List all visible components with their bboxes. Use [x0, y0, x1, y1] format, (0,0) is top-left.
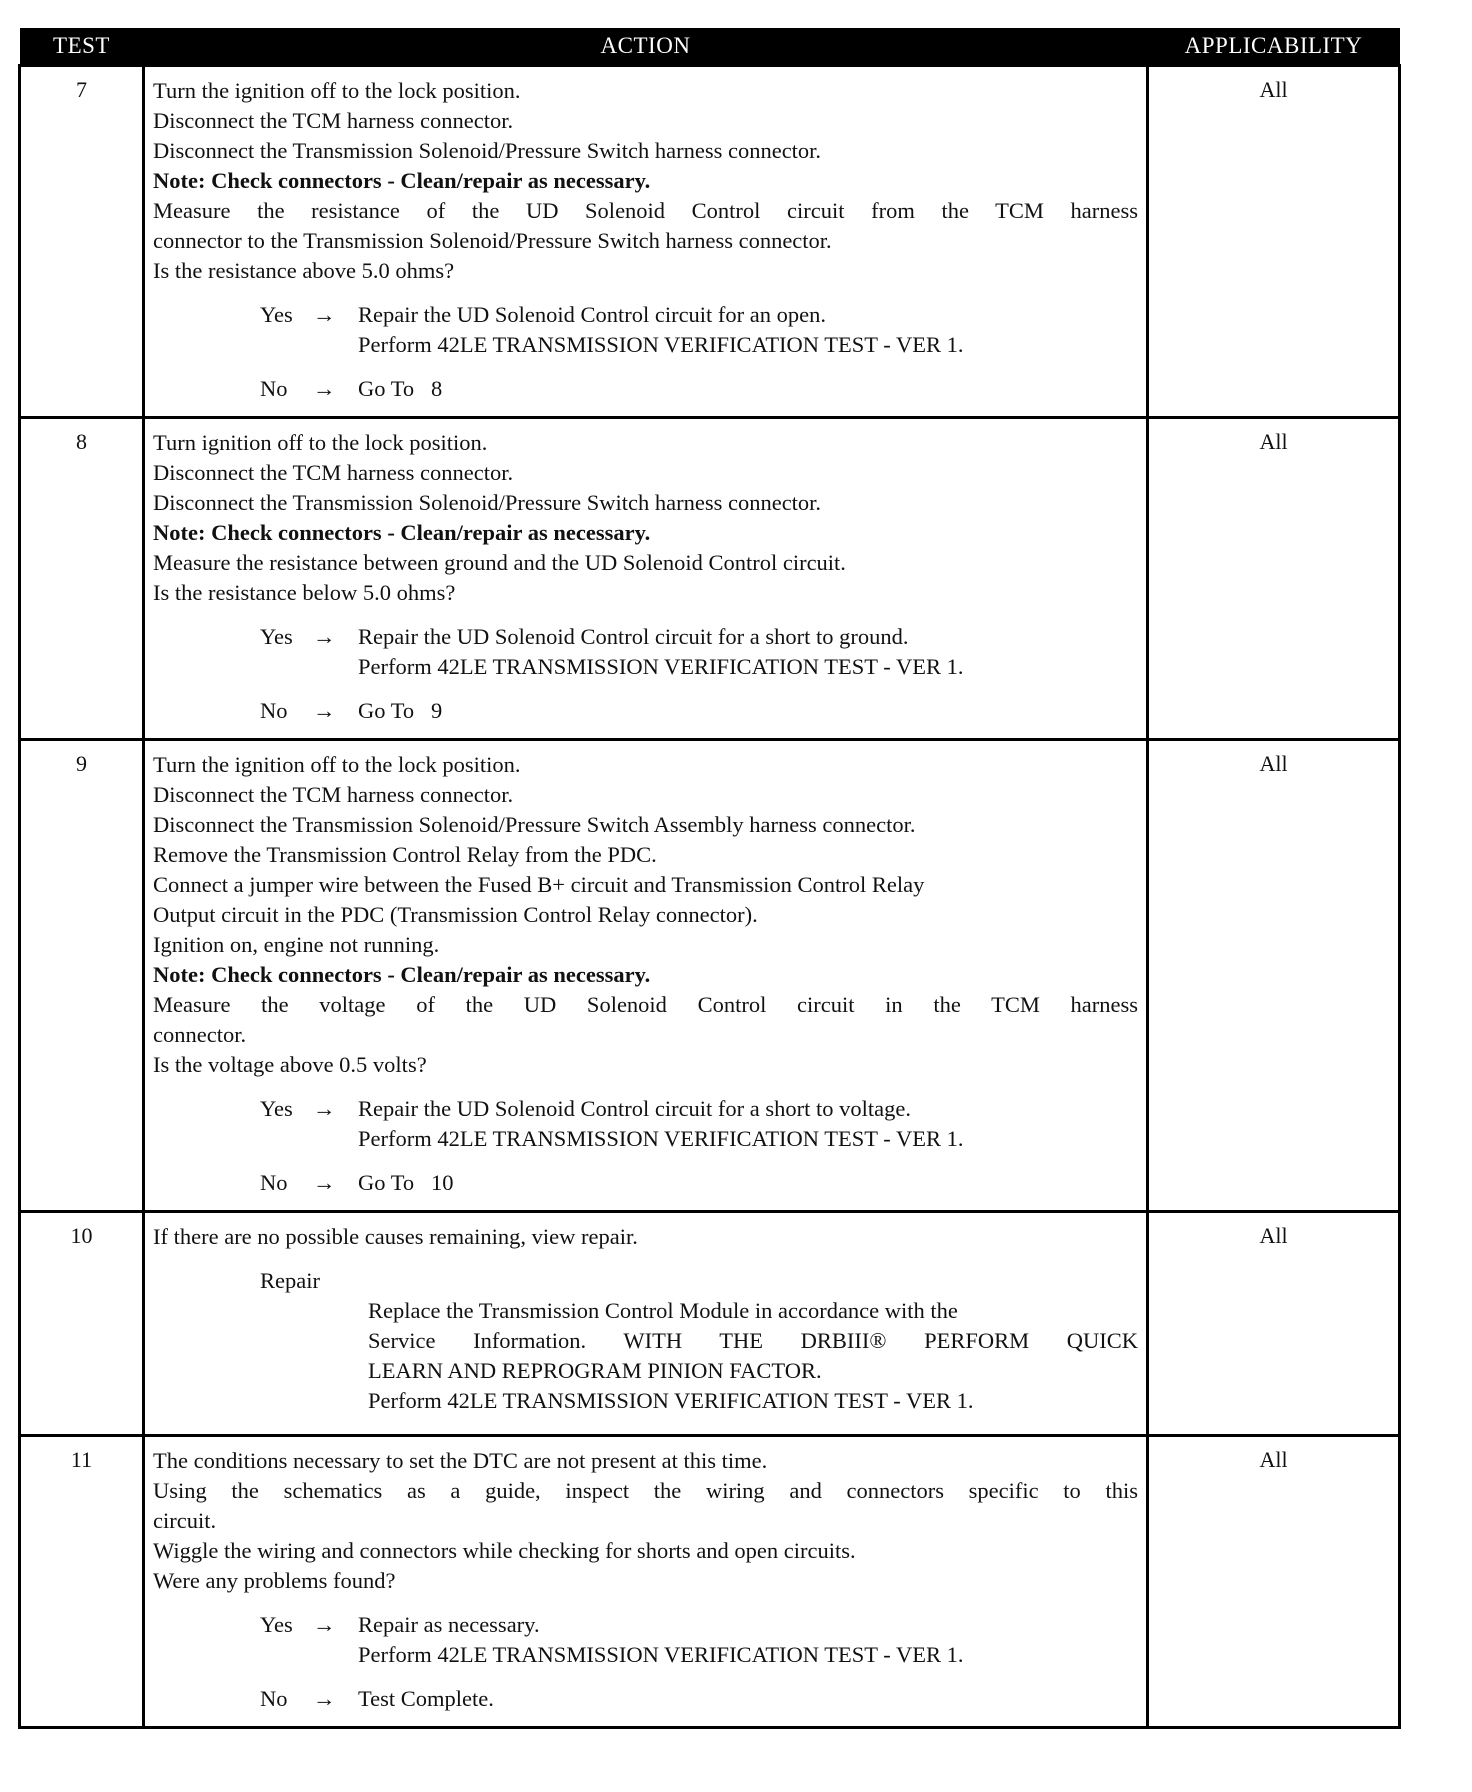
- no-branch: [260, 696, 1138, 726]
- header-applicability: APPLICABILITY: [1148, 28, 1400, 66]
- action-line: The conditions necessary to set the DTC are not present at this time.: [153, 1448, 768, 1473]
- action-line: circuit.: [153, 1508, 217, 1533]
- action-cell: [144, 1436, 1148, 1728]
- yes-branch: [260, 1610, 1138, 1670]
- header-action: ACTION: [144, 28, 1148, 66]
- yes-text: Perform 42LE TRANSMISSION VERIFICATION TEST - VER 1.: [358, 1642, 964, 1667]
- arrow-icon: →: [313, 302, 336, 327]
- action-cell: [144, 66, 1148, 418]
- action-line: Disconnect the Transmission Solenoid/Pressure Switch harness connector.: [153, 490, 822, 515]
- diagnostic-table: [18, 28, 1398, 1729]
- test-number: 11: [20, 1436, 144, 1728]
- table-row: [20, 740, 1400, 1212]
- action-line: Disconnect the Transmission Solenoid/Pressure Switch Assembly harness connector.: [153, 812, 916, 837]
- action-line: Using the schematics as a guide, inspect the wiring and connectors specific to this: [153, 1478, 1138, 1503]
- repair-text: Replace the Transmission Control Module in accordance with the: [368, 1298, 958, 1323]
- table-row: [20, 1212, 1400, 1436]
- repair-label: Repair: [260, 1268, 320, 1293]
- test-number: 10: [20, 1212, 144, 1436]
- no-text: Go To 10: [358, 1170, 454, 1195]
- arrow-icon: →: [313, 1686, 336, 1711]
- arrow-icon: →: [313, 376, 336, 401]
- arrow-icon: →: [313, 1096, 336, 1121]
- action-line: If there are no possible causes remaining, view repair.: [153, 1224, 638, 1249]
- no-label: No: [260, 698, 288, 723]
- yes-text: Perform 42LE TRANSMISSION VERIFICATION TEST - VER 1.: [358, 332, 964, 357]
- repair-text: Service Information. WITH THE DRBIII® PERFORM QUICK: [368, 1328, 1138, 1353]
- table-row: [20, 66, 1400, 418]
- question-text: Is the resistance below 5.0 ohms?: [153, 580, 456, 605]
- applicability-value: All: [1148, 740, 1400, 1212]
- action-line: connector to the Transmission Solenoid/Pressure Switch harness connector.: [153, 228, 832, 253]
- action-line: Connect a jumper wire between the Fused B+ circuit and Transmission Control Relay: [153, 872, 925, 897]
- arrow-icon: →: [313, 698, 336, 723]
- yes-text: Repair as necessary.: [358, 1612, 540, 1637]
- action-line: Turn ignition off to the lock position.: [153, 430, 488, 455]
- table-header: [20, 28, 1400, 66]
- arrow-icon: →: [313, 624, 336, 649]
- action-line: Turn the ignition off to the lock position.: [153, 78, 521, 103]
- applicability-value: All: [1148, 418, 1400, 740]
- action-line: Disconnect the TCM harness connector.: [153, 108, 514, 133]
- note-text: Note: Check connectors - Clean/repair as necessary.: [153, 520, 651, 545]
- action-line: Measure the resistance of the UD Solenoid Control circuit from the TCM harness: [153, 198, 1138, 223]
- no-text: Test Complete.: [358, 1686, 494, 1711]
- action-line: Measure the voltage of the UD Solenoid Control circuit in the TCM harness: [153, 992, 1138, 1017]
- action-line: Ignition on, engine not running.: [153, 932, 440, 957]
- yes-label: Yes: [260, 302, 293, 327]
- no-label: No: [260, 376, 288, 401]
- yes-text: Repair the UD Solenoid Control circuit for a short to ground.: [358, 624, 909, 649]
- yes-label: Yes: [260, 1612, 293, 1637]
- action-line: Disconnect the TCM harness connector.: [153, 782, 514, 807]
- no-text: Go To 9: [358, 698, 443, 723]
- no-text: Go To 8: [358, 376, 443, 401]
- yes-branch: [260, 622, 1138, 682]
- header-test: TEST: [20, 28, 144, 66]
- no-branch: [260, 1684, 1138, 1714]
- no-label: No: [260, 1686, 288, 1711]
- applicability-value: All: [1148, 66, 1400, 418]
- arrow-icon: →: [313, 1612, 336, 1637]
- yes-text: Perform 42LE TRANSMISSION VERIFICATION TEST - VER 1.: [358, 1126, 964, 1151]
- yes-branch: [260, 1094, 1138, 1154]
- yes-text: Repair the UD Solenoid Control circuit for a short to voltage.: [358, 1096, 912, 1121]
- action-line: Measure the resistance between ground and the UD Solenoid Control circuit.: [153, 550, 846, 575]
- yes-label: Yes: [260, 624, 293, 649]
- test-number: 7: [20, 66, 144, 418]
- no-branch: [260, 374, 1138, 404]
- table-row: [20, 1436, 1400, 1728]
- action-line: Turn the ignition off to the lock position.: [153, 752, 521, 777]
- yes-text: Repair the UD Solenoid Control circuit for an open.: [358, 302, 827, 327]
- yes-text: Perform 42LE TRANSMISSION VERIFICATION TEST - VER 1.: [358, 654, 964, 679]
- question-text: Is the resistance above 5.0 ohms?: [153, 258, 455, 283]
- action-line: Output circuit in the PDC (Transmission Control Relay connector).: [153, 902, 758, 927]
- action-cell: [144, 1212, 1148, 1436]
- note-text: Note: Check connectors - Clean/repair as necessary.: [153, 962, 651, 987]
- action-cell: [144, 740, 1148, 1212]
- question-text: Is the voltage above 0.5 volts?: [153, 1052, 427, 1077]
- yes-label: Yes: [260, 1096, 293, 1121]
- note-text: Note: Check connectors - Clean/repair as necessary.: [153, 168, 651, 193]
- action-line: Disconnect the TCM harness connector.: [153, 460, 514, 485]
- action-line: Disconnect the Transmission Solenoid/Pressure Switch harness connector.: [153, 138, 822, 163]
- action-line: Wiggle the wiring and connectors while checking for shorts and open circuits.: [153, 1538, 856, 1563]
- action-cell: [144, 418, 1148, 740]
- arrow-icon: →: [313, 1170, 336, 1195]
- repair-text: Perform 42LE TRANSMISSION VERIFICATION TEST - VER 1.: [368, 1388, 974, 1413]
- test-number: 9: [20, 740, 144, 1212]
- applicability-value: All: [1148, 1436, 1400, 1728]
- test-number: 8: [20, 418, 144, 740]
- action-line: Remove the Transmission Control Relay from the PDC.: [153, 842, 657, 867]
- yes-branch: [260, 300, 1138, 360]
- action-line: connector.: [153, 1022, 247, 1047]
- no-branch: [260, 1168, 1138, 1198]
- no-label: No: [260, 1170, 288, 1195]
- applicability-value: All: [1148, 1212, 1400, 1436]
- question-text: Were any problems found?: [153, 1568, 396, 1593]
- repair-text: LEARN AND REPROGRAM PINION FACTOR.: [368, 1358, 822, 1383]
- table-row: [20, 418, 1400, 740]
